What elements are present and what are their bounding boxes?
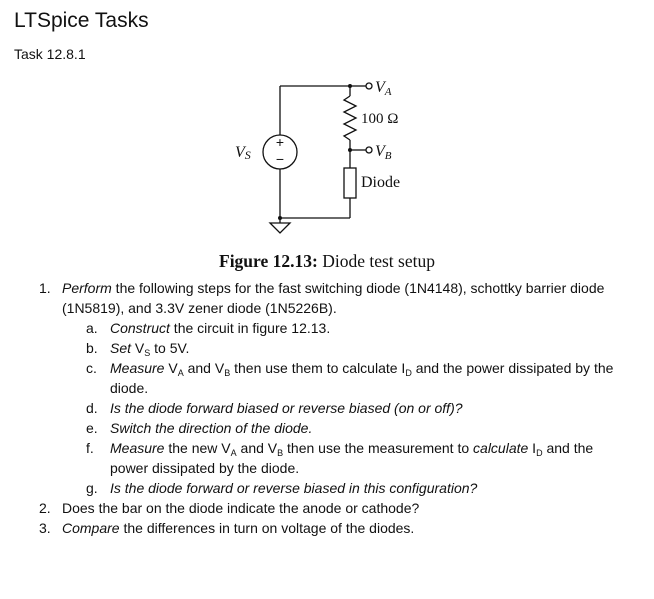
resistor-label: 100 Ω (361, 111, 399, 127)
figure-caption (0, 251, 654, 272)
list-number-2: 2. (39, 500, 51, 516)
plus-sign: + (275, 134, 285, 150)
vb-label: VB (375, 143, 392, 162)
sub-item-d: Is the diode forward biased or reverse biased (on or off)? (110, 400, 463, 416)
sub-item-b: Set $V_S$ to 5V. (110, 340, 190, 358)
diode-box (344, 168, 356, 198)
diode-label: Diode (361, 174, 401, 191)
sub-letter-b: b. (86, 340, 98, 356)
sub-item-c-cont: diode. (110, 380, 149, 396)
figure-caption-text: Diode test setup (322, 251, 435, 271)
sub-letter-f: f. (86, 440, 94, 456)
minus-sign: − (275, 151, 285, 167)
node-vb (366, 147, 372, 153)
sub-letter-d: d. (86, 400, 98, 416)
list-item-1: Perform the following steps for the fast switching diode (1N4148), schottky barrier diode (62, 280, 605, 296)
sub-item-g: Is the diode forward or reverse biased in this configuration? (110, 480, 478, 496)
sub-item-e: Switch the direction of the diode. (110, 420, 313, 436)
sub-letter-c: c. (86, 360, 97, 376)
vs-label: VS (235, 144, 251, 162)
list-item-2: Does the bar on the diode indicate the anode or cathode? (62, 500, 420, 516)
list-number-1: 1. (39, 280, 51, 296)
ground-symbol (270, 223, 290, 233)
sub-item-a: Construct the circuit in figure 12.13. (110, 320, 331, 336)
list-item-1-cont: (1N5819), and 3.3V zener diode (1N5226B). (62, 300, 337, 316)
page-title: LTSpice Tasks (14, 9, 149, 32)
va-label: VA (375, 79, 392, 98)
sub-letter-g: g. (86, 480, 98, 496)
list-item-3: Compare the differences in turn on voltage of the diodes. (62, 520, 415, 536)
resistor (344, 96, 356, 140)
sub-letter-a: a. (86, 320, 98, 336)
list-number-3: 3. (39, 520, 51, 536)
sub-item-c: Measure $V_A$ and $V_B$ then use them to calculate $I_D$ and the power dissipated by the (110, 360, 614, 378)
sub-letter-e: e. (86, 420, 98, 436)
sub-item-f-cont: power dissipated by the diode. (110, 460, 300, 476)
figure-number: Figure 12.13: (219, 251, 318, 271)
sub-item-f: Measure the new $V_A$ and $V_B$ then use the measurement to calculate $I_D$ and the (110, 440, 594, 458)
node-va (366, 83, 372, 89)
diode-test-circuit (0, 0, 654, 260)
task-label: Task 12.8.1 (14, 46, 86, 62)
